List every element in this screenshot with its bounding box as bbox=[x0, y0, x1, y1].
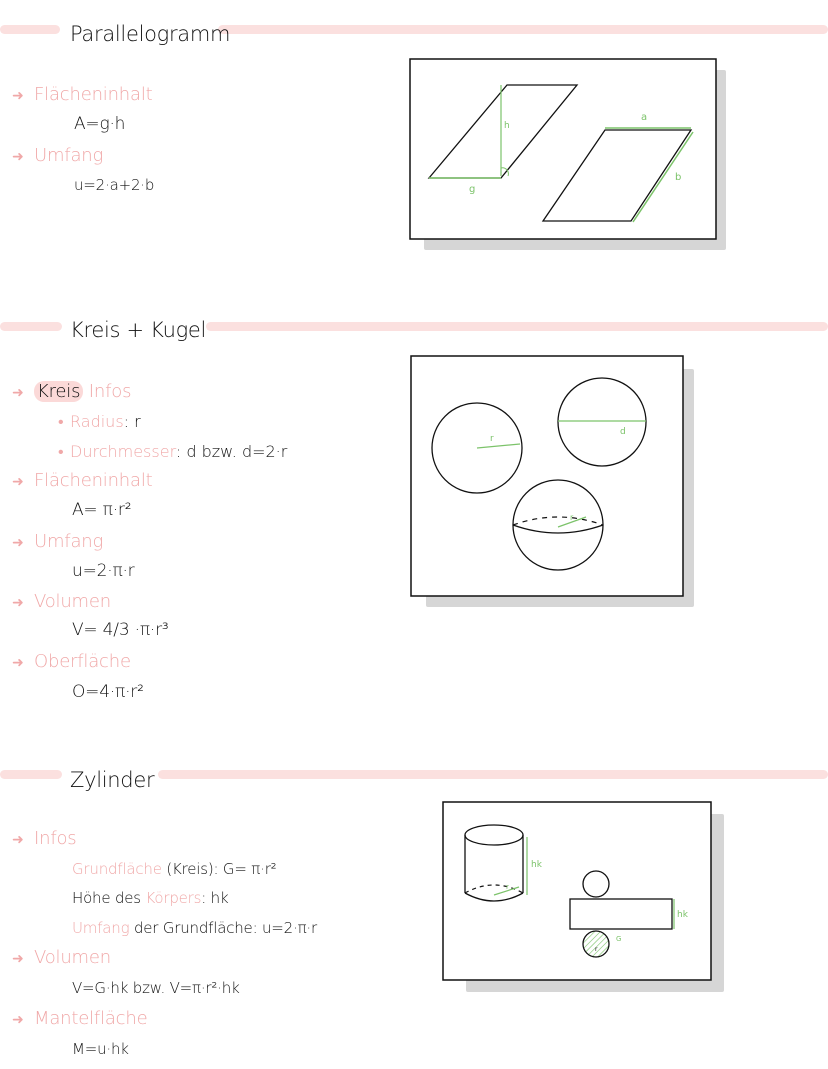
arrow-icon: ➜ bbox=[12, 1012, 24, 1028]
arrow-icon: ➜ bbox=[12, 535, 24, 551]
info-radius: • Radius: r bbox=[58, 412, 141, 431]
bullet-surface: ➜ Oberfläche bbox=[12, 651, 131, 672]
label-G: G bbox=[616, 935, 622, 943]
net-base-circle bbox=[583, 931, 609, 957]
label-r: r bbox=[570, 513, 574, 522]
label-r: r bbox=[506, 883, 509, 891]
figure-circle-sphere bbox=[410, 355, 686, 597]
formula-circle-area: A= π·r² bbox=[72, 500, 132, 520]
label-r: r bbox=[490, 434, 494, 444]
bullet-lateral: ➜ Mantelfläche bbox=[12, 1008, 148, 1029]
formula-cylinder-volume: V=G·hk bzw. V=π·r²·hk bbox=[72, 979, 240, 997]
info-base-area: Grundfläche (Kreis): G= π·r² bbox=[72, 860, 277, 878]
figure-parallelogram bbox=[409, 58, 719, 240]
section-rule-left bbox=[0, 770, 62, 779]
bullet-area: ➜ Flächeninhalt bbox=[12, 84, 153, 105]
label-hk: hk bbox=[677, 910, 688, 920]
formula-circle-perimeter: u=2·π·r bbox=[72, 561, 135, 581]
bullet-kreis-infos: ➜ Kreis Infos bbox=[12, 381, 132, 402]
info-diameter: • Durchmesser: d bzw. d=2·r bbox=[58, 442, 288, 461]
section-title-circle: Kreis + Kugel bbox=[70, 318, 207, 342]
bullet-volume: ➜ Volumen bbox=[12, 947, 111, 968]
kreis-highlight: Kreis bbox=[34, 381, 83, 402]
label-d: d bbox=[620, 427, 626, 437]
label-r: r bbox=[595, 946, 598, 953]
formula-perimeter: u=2·a+2·b bbox=[74, 176, 155, 194]
label-hk: hk bbox=[531, 860, 542, 870]
formula-sphere-volume: V= 4/3 ·π·r³ bbox=[72, 620, 169, 640]
bullet-perimeter: ➜ Umfang bbox=[12, 531, 104, 552]
section-rule-right bbox=[218, 25, 828, 34]
arrow-icon: ➜ bbox=[12, 951, 24, 967]
formula-lateral-area: M=u·hk bbox=[72, 1040, 129, 1058]
section-rule-left bbox=[0, 25, 60, 34]
label-b: b bbox=[675, 172, 682, 183]
arrow-icon: ➜ bbox=[12, 385, 24, 401]
arrow-icon: ➜ bbox=[12, 832, 24, 848]
label-a: a bbox=[641, 112, 648, 123]
info-base-perimeter: Umfang der Grundfläche: u=2·π·r bbox=[72, 919, 317, 937]
bullet-volume: ➜ Volumen bbox=[12, 591, 111, 612]
figure-cylinder bbox=[442, 801, 714, 983]
arrow-icon: ➜ bbox=[12, 88, 24, 104]
bullet-perimeter: ➜ Umfang bbox=[12, 145, 104, 166]
formula-area: A=g·h bbox=[74, 114, 126, 134]
bullet-area: ➜ Flächeninhalt bbox=[12, 470, 153, 491]
section-rule-right bbox=[206, 322, 828, 331]
label-g: g bbox=[469, 184, 476, 195]
formula-sphere-surface: O=4·π·r² bbox=[72, 682, 144, 702]
section-rule-right bbox=[158, 770, 828, 779]
label-h: h bbox=[504, 121, 510, 131]
section-title-parallelogram: Parallelogramm bbox=[70, 22, 231, 46]
section-rule-left bbox=[0, 322, 62, 331]
arrow-icon: ➜ bbox=[12, 655, 24, 671]
arrow-icon: ➜ bbox=[12, 474, 24, 490]
arrow-icon: ➜ bbox=[12, 595, 24, 611]
arrow-icon: ➜ bbox=[12, 149, 24, 165]
section-title-cylinder: Zylinder bbox=[70, 768, 155, 792]
bullet-infos: ➜ Infos bbox=[12, 828, 77, 849]
info-height: Höhe des Körpers: hk bbox=[72, 889, 229, 907]
